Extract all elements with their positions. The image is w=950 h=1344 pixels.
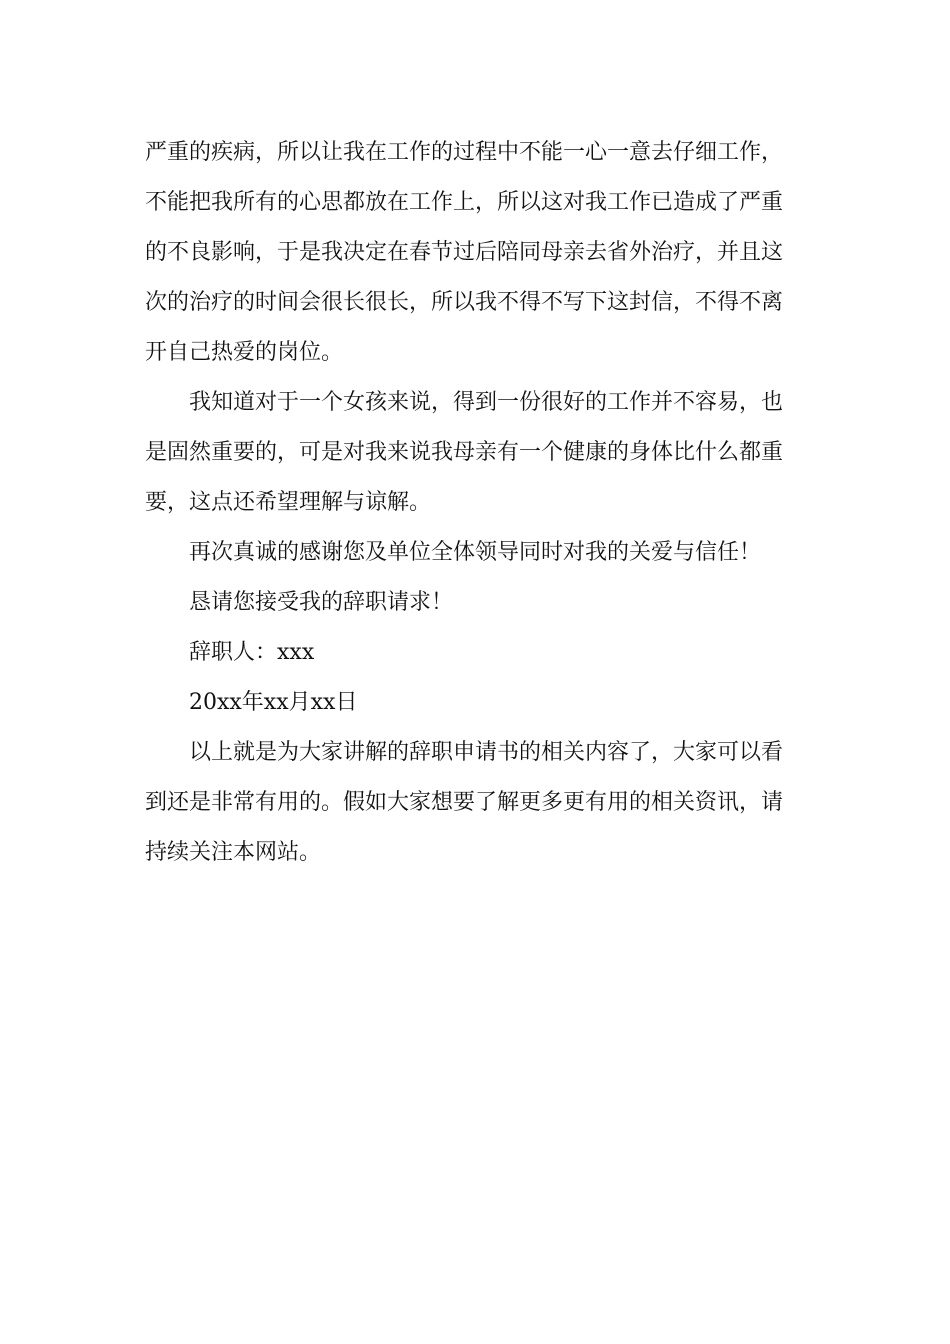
text-line: 辞职人：xxx [189,640,315,665]
signature-name [145,628,810,678]
text-line: 到还是非常有用的。假如大家想要了解更多更有用的相关资讯，请 [145,790,784,815]
text-line: 开自己热爱的岗位。 [145,340,344,365]
paragraph-thanks [145,528,810,578]
text-line: 的不良影响，于是我决定在春节过后陪同母亲去省外治疗，并且这 [145,240,784,265]
text-line: 严重的疾病，所以让我在工作的过程中不能一心一意去仔细工作， [145,140,784,165]
paragraph-illness [145,128,810,378]
text-line: 不能把我所有的心思都放在工作上，所以这对我工作已造成了严重 [145,190,784,215]
paragraph-request [145,578,810,628]
text-line: 我知道对于一个女孩来说，得到一份很好的工作并不容易，也 [189,390,784,415]
signature-date [145,678,810,728]
text-line: 次的治疗的时间会很长很长，所以我不得不写下这封信，不得不离 [145,290,784,315]
text-line: 以上就是为大家讲解的辞职申请书的相关内容了，大家可以看 [189,740,784,765]
text-line: 20xx年xx月xx日 [189,690,358,715]
text-line: 是固然重要的，可是对我来说我母亲有一个健康的身体比什么都重 [145,440,784,465]
text-line: 再次真诚的感谢您及单位全体领导同时对我的关爱与信任！ [189,540,762,565]
text-line: 持续关注本网站。 [145,840,322,865]
letter-body [145,128,810,878]
paragraph-closing-note [145,728,810,878]
paragraph-understanding [145,378,810,528]
text-line: 要，这点还希望理解与谅解。 [145,490,432,515]
text-line: 恳请您接受我的辞职请求！ [189,590,454,615]
